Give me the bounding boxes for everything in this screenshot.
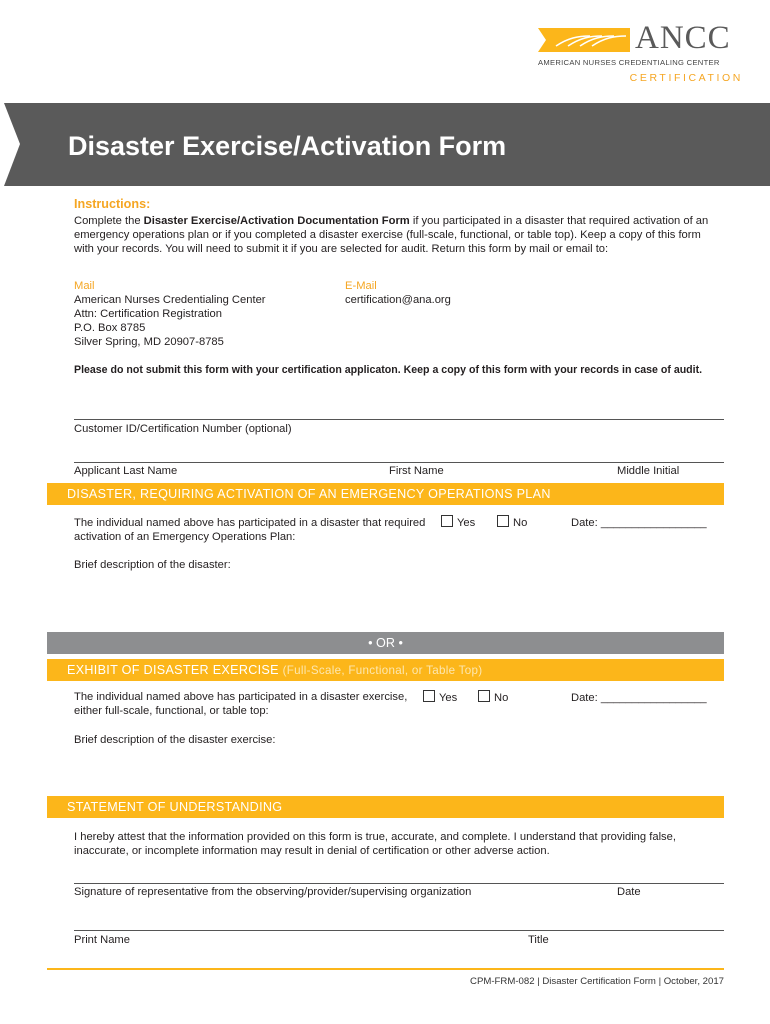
signature-label: Signature of representative from the observing/provider/supervising organization (74, 886, 472, 898)
instructions-paragraph (74, 214, 719, 256)
disaster-no-checkbox[interactable] (497, 515, 509, 527)
disaster-statement: The individual named above has participated in a disaster that required activation of an Emergency Operations Plan: (74, 517, 426, 543)
print-name-line[interactable] (74, 930, 724, 931)
footer-text: CPM-FRM-082 | Disaster Certification Form | October, 2017 (470, 976, 724, 987)
exercise-date-field[interactable]: Date: _________________ (571, 692, 707, 704)
email-label: E-Mail (345, 280, 377, 292)
mail-line: Attn: Certification Registration (74, 308, 222, 320)
exercise-no-checkbox[interactable] (478, 690, 490, 702)
exercise-statement: The individual named above has participated in a disaster exercise, either full-scale, functional, or table top: (74, 691, 408, 717)
form-name-emphasis: Disaster Exercise/Activation Documentation Form (143, 215, 410, 227)
disaster-no-label: No (513, 517, 528, 529)
instructions-text-c: if you participated in a disaster that required activation of an emergency operations plan or if you completed a disaster exercise (full-scale, functional, or table top). Keep a copy of this form with your records. You will need to submit it if you are selected for audit. Return this form by mail or email to: (74, 215, 709, 255)
mail-line: American Nurses Credentialing Center (74, 294, 266, 306)
or-divider (47, 632, 724, 654)
header-arrow-shape (0, 103, 22, 186)
disaster-yes-option[interactable] (441, 515, 475, 530)
disaster-yes-label: Yes (457, 517, 476, 529)
signature-line[interactable] (74, 883, 724, 884)
instructions-text-a: Complete the (74, 215, 144, 227)
logo-wordmark: ANCC (635, 20, 731, 56)
exercise-no-option[interactable] (478, 690, 508, 705)
exercise-yes-label: Yes (439, 692, 458, 704)
exercise-brief-label: Brief description of the disaster exercise: (74, 734, 276, 746)
instructions-heading: Instructions: (74, 197, 151, 211)
attestation-text: I hereby attest that the information provided on this form is true, accurate, and complete. I understand that providing false, inaccurate, or incomplete information may result in denial of certification or other adverse action. (74, 831, 676, 857)
section-disaster-title: DISASTER, REQUIRING ACTIVATION OF AN EMERGENCY OPERATIONS PLAN (67, 487, 551, 501)
mail-address (74, 293, 266, 349)
middle-initial-label: Middle Initial (617, 465, 680, 477)
applicant-name-line[interactable] (74, 462, 724, 463)
disaster-date-field[interactable]: Date: _________________ (571, 517, 707, 529)
mail-line: Silver Spring, MD 20907-8785 (74, 336, 224, 348)
page-title: Disaster Exercise/Activation Form (68, 131, 507, 161)
header-banner (0, 103, 770, 186)
exercise-yes-option[interactable] (423, 690, 457, 705)
section-statement-title: STATEMENT OF UNDERSTANDING (67, 800, 283, 814)
section-exercise-header (47, 659, 724, 681)
section-exercise-title: EXHIBIT OF DISASTER EXERCISE (67, 663, 279, 677)
mail-line: P.O. Box 8785 (74, 322, 146, 334)
ancc-logo (538, 20, 743, 90)
disaster-yes-checkbox[interactable] (441, 515, 453, 527)
logo-tagline: CERTIFICATION (629, 72, 743, 84)
mail-label: Mail (74, 280, 95, 292)
title-label: Title (528, 934, 549, 946)
customer-id-label: Customer ID/Certification Number (optional) (74, 423, 292, 435)
section-exercise-subtitle: (Full-Scale, Functional, or Table Top) (282, 664, 483, 677)
exercise-yes-checkbox[interactable] (423, 690, 435, 702)
or-label: • OR • (368, 636, 403, 650)
logo-org-name: AMERICAN NURSES CREDENTIALING CENTER (538, 58, 720, 67)
section-statement-header (47, 796, 724, 818)
print-name-label: Print Name (74, 934, 130, 946)
ancc-logo-mark (538, 28, 634, 52)
last-name-label: Applicant Last Name (74, 465, 178, 477)
signature-date-label: Date (617, 886, 641, 898)
first-name-label: First Name (389, 465, 444, 477)
notice-text: Please do not submit this form with your certification applicaton. Keep a copy of this form with your records in case of audit. (74, 364, 703, 376)
footer-rule (47, 968, 724, 970)
exercise-no-label: No (494, 692, 509, 704)
disaster-no-option[interactable] (497, 515, 527, 530)
section-disaster-header (47, 483, 724, 505)
disaster-brief-label: Brief description of the disaster: (74, 559, 231, 571)
email-address[interactable]: certification@ana.org (345, 294, 451, 306)
customer-id-line[interactable] (74, 419, 724, 420)
